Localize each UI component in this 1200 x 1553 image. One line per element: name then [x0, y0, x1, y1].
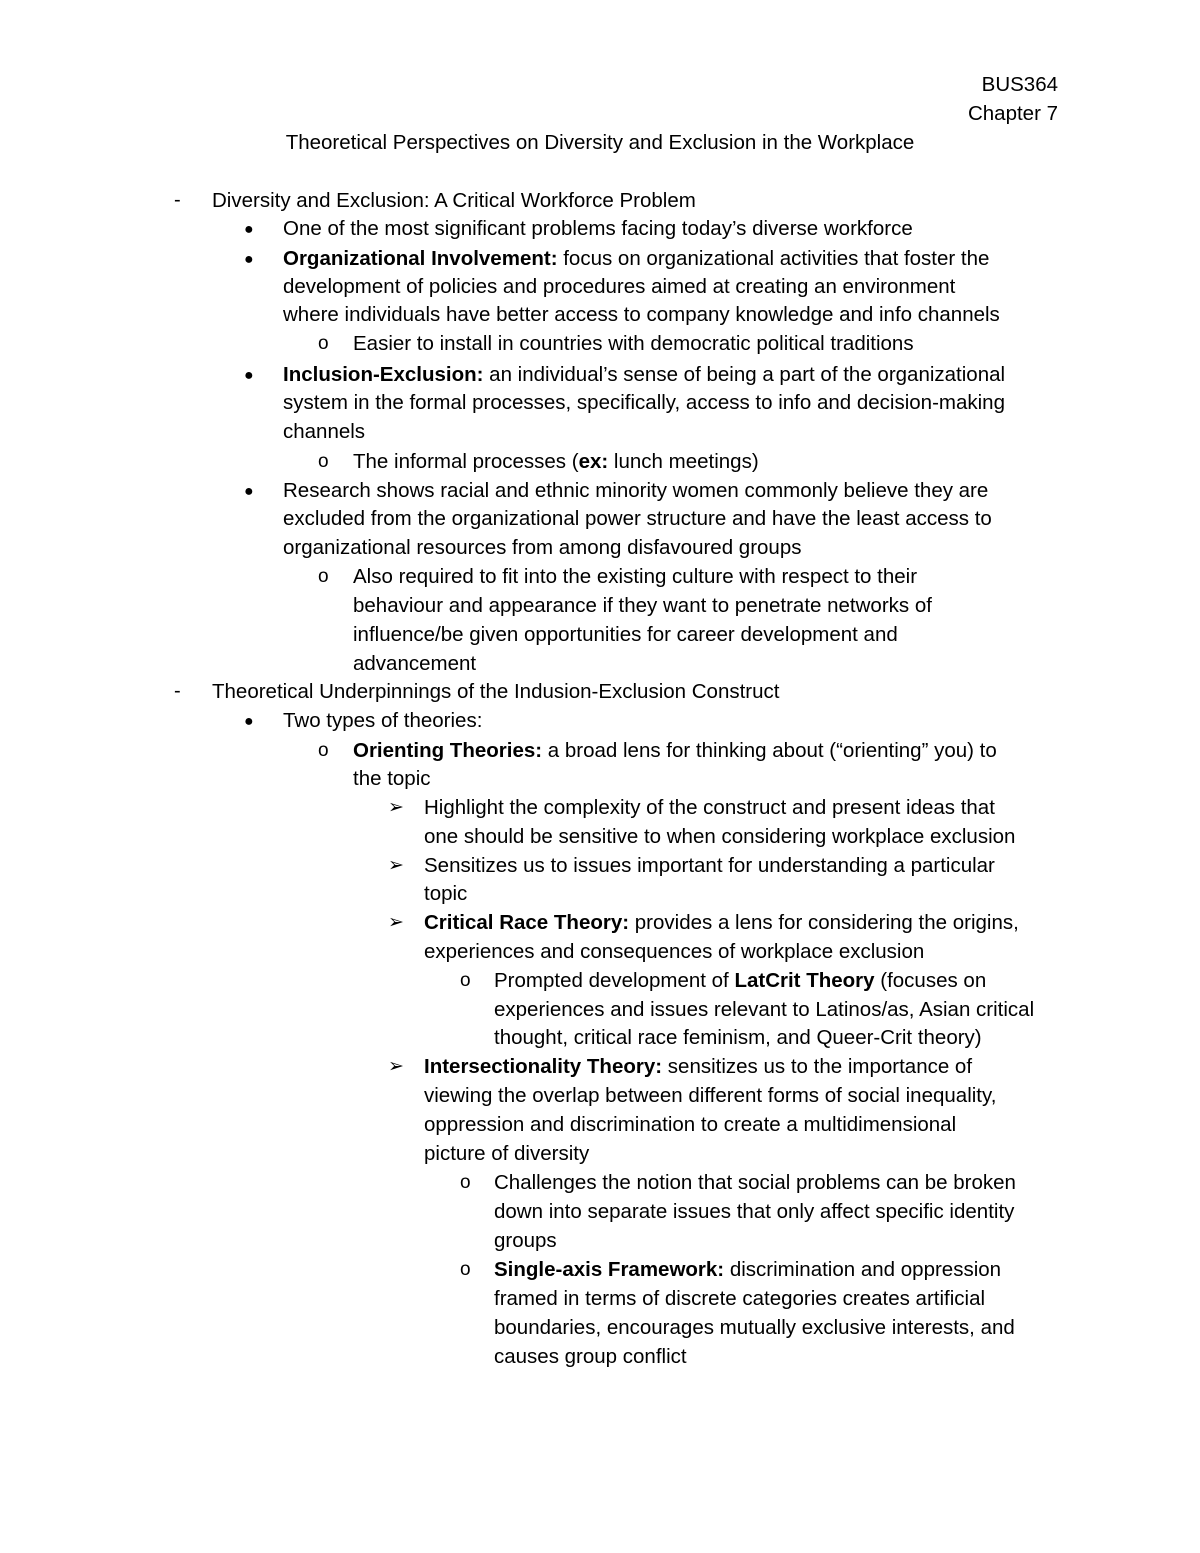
sub-list-item-text: a broad lens for thinking about (“orienting” you) to	[547, 739, 997, 762]
nested-list-item-continuation: causes group conflict	[494, 1345, 687, 1368]
list-item: Two types of theories:	[283, 709, 483, 732]
bullet-marker: ●	[244, 713, 254, 730]
arrow-marker: ➢	[388, 912, 404, 933]
text-run: (focuses on	[874, 969, 987, 992]
list-item-text: focus on organizational activities that foster the	[563, 247, 990, 270]
list-item-continuation: development of policies and procedures aimed at creating an environment	[283, 275, 956, 298]
list-item-continuation: system in the formal processes, specifically, access to info and decision-making	[283, 391, 1005, 414]
list-item-continuation: where individuals have better access to company knowledge and info channels	[283, 303, 1000, 326]
list-item: One of the most significant problems facing today’s diverse workforce	[283, 217, 913, 240]
circle-marker: o	[460, 1259, 471, 1280]
arrow-list-item-continuation: experiences and consequences of workplace exclusion	[424, 940, 925, 963]
sub-list-item-continuation: advancement	[353, 652, 477, 675]
list-item	[283, 360, 1005, 389]
section-heading: Diversity and Exclusion: A Critical Workforce Problem	[212, 189, 696, 212]
section-heading: Theoretical Underpinnings of the Indusion-Exclusion Construct	[212, 680, 780, 703]
arrow-marker: ➢	[388, 797, 404, 818]
nested-list-item-continuation: down into separate issues that only affect specific identity	[494, 1200, 1015, 1223]
list-item-text: an individual’s sense of being a part of the organizational	[489, 363, 1006, 386]
term-label: Inclusion-Exclusion:	[283, 363, 484, 386]
arrow-list-item-continuation: viewing the overlap between different forms of social inequality,	[424, 1084, 997, 1107]
sub-list-item	[353, 736, 997, 765]
nested-list-item	[494, 966, 986, 995]
dash-marker: -	[174, 680, 181, 702]
circle-marker: o	[318, 451, 329, 472]
nested-list-item-continuation: boundaries, encourages mutually exclusive interests, and	[494, 1316, 1015, 1339]
arrow-list-item-continuation: topic	[424, 882, 468, 905]
sub-list-item: Easier to install in countries with democratic political traditions	[353, 332, 914, 355]
arrow-marker: ➢	[388, 855, 404, 876]
arrow-list-item	[424, 908, 1019, 937]
text-run: The informal processes (	[353, 450, 579, 473]
chapter-label: Chapter 7	[967, 102, 1058, 125]
page-title: Theoretical Perspectives on Diversity and Exclusion in the Workplace	[285, 131, 915, 154]
term-label: LatCrit Theory	[734, 969, 875, 992]
arrow-list-item-text: provides a lens for considering the origins,	[634, 911, 1019, 934]
term-label: Organizational Involvement:	[283, 247, 558, 270]
term-label: ex:	[578, 450, 609, 473]
arrow-list-item-text: sensitizes us to the importance of	[667, 1055, 973, 1078]
bullet-marker: ●	[244, 483, 254, 500]
list-item-continuation: channels	[283, 420, 366, 443]
term-label: Single-axis Framework:	[494, 1258, 725, 1281]
nested-list-item-continuation: thought, critical race feminism, and Queer-Crit theory)	[494, 1026, 982, 1049]
term-label: Orienting Theories:	[353, 739, 543, 762]
arrow-list-item	[424, 1052, 972, 1081]
bullet-marker: ●	[244, 221, 254, 238]
text-run: Prompted development of	[494, 969, 735, 992]
nested-list-item-continuation: groups	[494, 1229, 557, 1252]
list-item-continuation: organizational resources from among disfavoured groups	[283, 536, 802, 559]
term-label: Critical Race Theory:	[424, 911, 630, 934]
course-code: BUS364	[981, 73, 1058, 96]
arrow-list-item-continuation: oppression and discrimination to create a multidimensional	[424, 1113, 957, 1136]
circle-marker: o	[318, 740, 329, 761]
sub-list-item	[353, 447, 759, 476]
list-item	[283, 244, 989, 273]
sub-list-item-continuation: the topic	[353, 767, 431, 790]
list-item: Research shows racial and ethnic minority women commonly believe they are	[283, 479, 989, 502]
document-header	[968, 70, 1058, 128]
nested-list-item-continuation: framed in terms of discrete categories creates artificial	[494, 1287, 986, 1310]
arrow-list-item: Sensitizes us to issues important for understanding a particular	[424, 854, 995, 877]
text-run: lunch meetings)	[608, 450, 759, 473]
nested-list-item-text: discrimination and oppression	[729, 1258, 1002, 1281]
arrow-marker: ➢	[388, 1056, 404, 1077]
bullet-marker: ●	[244, 251, 254, 268]
circle-marker: o	[318, 566, 329, 587]
nested-list-item: Challenges the notion that social problems can be broken	[494, 1171, 1016, 1194]
list-item-continuation: excluded from the organizational power structure and have the least access to	[283, 507, 992, 530]
circle-marker: o	[318, 333, 329, 354]
nested-list-item	[494, 1255, 1001, 1284]
bullet-marker: ●	[244, 367, 254, 384]
sub-list-item: Also required to fit into the existing culture with respect to their	[353, 565, 918, 588]
sub-list-item-continuation: influence/be given opportunities for career development and	[353, 623, 898, 646]
dash-marker: -	[174, 189, 181, 211]
nested-list-item-continuation: experiences and issues relevant to Latinos/as, Asian critical	[494, 998, 1035, 1021]
circle-marker: o	[460, 1172, 471, 1193]
arrow-list-item: Highlight the complexity of the construct and present ideas that	[424, 796, 995, 819]
sub-list-item-continuation: behaviour and appearance if they want to penetrate networks of	[353, 594, 932, 617]
circle-marker: o	[460, 970, 471, 991]
term-label: Intersectionality Theory:	[424, 1055, 663, 1078]
arrow-list-item-continuation: one should be sensitive to when considering workplace exclusion	[424, 825, 1016, 848]
arrow-list-item-continuation: picture of diversity	[424, 1142, 590, 1165]
